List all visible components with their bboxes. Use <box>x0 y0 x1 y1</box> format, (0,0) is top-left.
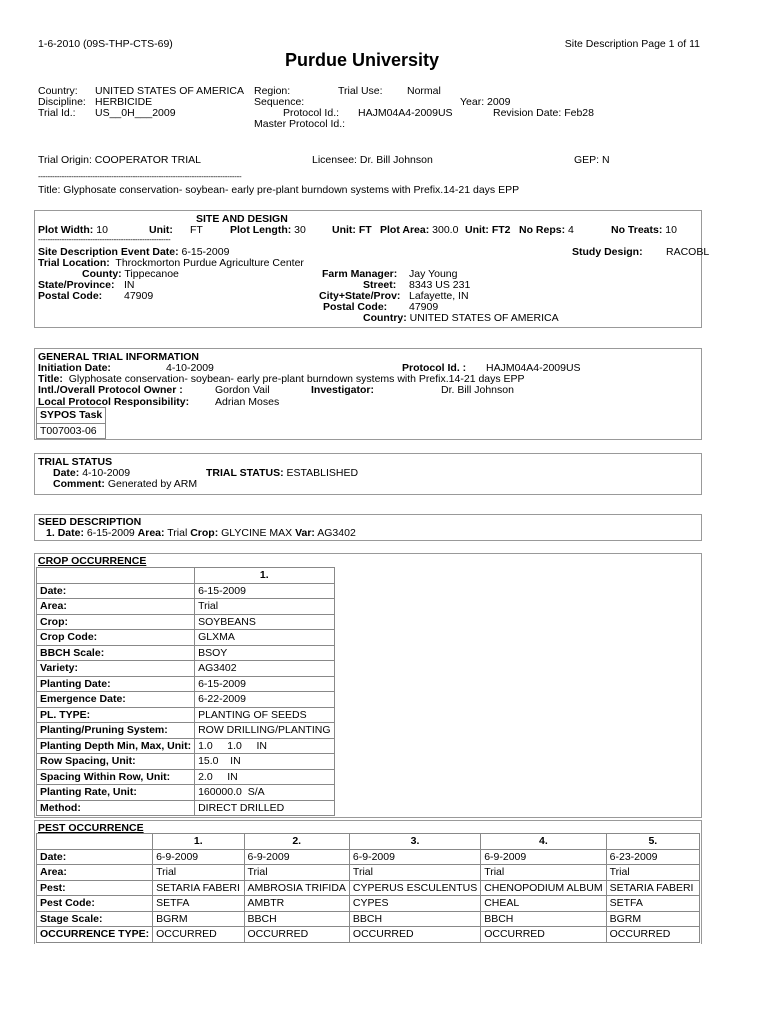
postal2-label: Postal Code: <box>323 301 388 313</box>
trial-status-label: TRIAL STATUS: <box>206 467 284 479</box>
pest-cell: 6-23-2009 <box>606 849 699 865</box>
reps-value: 4 <box>568 224 574 236</box>
pest-col-header: 2. <box>244 834 349 850</box>
crop-row-label: PL. TYPE: <box>37 707 195 723</box>
unit-label: Unit: <box>149 224 173 236</box>
pest-cell: CHENOPODIUM ALBUM <box>481 880 606 896</box>
crop-row-value: SOYBEANS <box>195 614 334 630</box>
pest-cell: OCCURRED <box>153 927 244 943</box>
crop-row-label: Date: <box>37 583 195 599</box>
crop-row-value: GLXMA <box>195 630 334 646</box>
county-label: County: <box>82 268 122 280</box>
pest-row-label: Area: <box>37 865 153 881</box>
crop-col-header: 1. <box>195 568 334 584</box>
crop-row-label: Variety: <box>37 661 195 677</box>
protocol-value: HAJM04A4-2009US <box>358 107 453 119</box>
pest-col-header: 3. <box>349 834 480 850</box>
pest-cell: OCCURRED <box>481 927 606 943</box>
plot-area-value: 300.0 <box>432 224 459 236</box>
crop-row-label: Planting Date: <box>37 676 195 692</box>
sypos-label: SYPOS Task <box>37 408 106 424</box>
sequence-label: Sequence: <box>254 96 305 108</box>
crop-row-label: Crop Code: <box>37 630 195 646</box>
crop-row-label: Method: <box>37 800 195 816</box>
sypos-value: T007003-06 <box>37 423 106 439</box>
treats-label: No Treats: <box>611 224 663 236</box>
table-row <box>37 707 335 723</box>
state-value: IN <box>124 279 135 291</box>
trial-use-value: Normal <box>407 85 441 97</box>
site-design-heading: SITE AND DESIGN <box>196 213 288 225</box>
seed-date-value: 6-15-2009 <box>86 527 135 539</box>
owner-label: Intl./Overall Protocol Owner : <box>38 384 183 396</box>
pest-cell: BBCH <box>349 911 480 927</box>
dash-separator: -------------------------------------------------------------------------------------- <box>38 172 242 181</box>
crop-heading: CROP OCCURRENCE <box>38 555 147 567</box>
trial-status-value: ESTABLISHED <box>286 467 359 479</box>
pest-corner <box>37 834 153 850</box>
crop-corner <box>37 568 195 584</box>
local-responsibility-label: Local Protocol Responsibility: <box>38 396 190 408</box>
crop-row-value: PLANTING OF SEEDS <box>195 707 334 723</box>
city-label: City+State/Prov: <box>319 290 401 302</box>
pest-row-label: Date: <box>37 849 153 865</box>
general-title-value: Glyphosate conservation- soybean- early pre-plant burndown systems with Prefix.14-21 days EPP <box>68 373 525 385</box>
pest-cell: SETFA <box>606 896 699 912</box>
discipline-label: Discipline: <box>38 96 86 108</box>
street-label: Street: <box>363 279 397 291</box>
pest-row-label: Pest Code: <box>37 896 153 912</box>
plot-area-label: Plot Area: <box>380 224 430 236</box>
pest-cell: SETARIA FABERI <box>606 880 699 896</box>
master-protocol-label: Master Protocol Id.: <box>254 118 346 130</box>
city-value: Lafayette, IN <box>409 290 469 302</box>
location-value: Throckmorton Purdue Agriculture Center <box>115 257 304 269</box>
gep: GEP: N <box>574 154 610 166</box>
header-page-info: Site Description Page 1 of 11 <box>564 38 700 50</box>
crop-row-value: BSOY <box>195 645 334 661</box>
pest-cell: Trial <box>349 865 480 881</box>
study-design-label: Study Design: <box>572 246 643 258</box>
seed-area-label: Area: <box>137 527 165 539</box>
pest-cell: SETFA <box>153 896 244 912</box>
initiation-value: 4-10-2009 <box>166 362 214 374</box>
local-responsibility-value: Adrian Moses <box>215 396 280 408</box>
table-row <box>37 630 335 646</box>
pest-cell: Trial <box>153 865 244 881</box>
pest-col-header: 1. <box>153 834 244 850</box>
licensee: Licensee: Dr. Bill Johnson <box>312 154 433 166</box>
county-value: Tippecanoe <box>124 268 179 280</box>
comment-value: Generated by ARM <box>107 478 198 490</box>
table-row <box>37 614 335 630</box>
pest-cell: OCCURRED <box>244 927 349 943</box>
pest-cell: 6-9-2009 <box>153 849 244 865</box>
pest-cell: Trial <box>606 865 699 881</box>
state-label: State/Province: <box>38 279 115 291</box>
table-row <box>37 692 335 708</box>
general-heading: GENERAL TRIAL INFORMATION <box>38 351 199 363</box>
general-title-label: Title: <box>38 373 63 385</box>
pest-cell: BGRM <box>606 911 699 927</box>
crop-row-value: 15.0 IN <box>195 754 334 770</box>
trial-id-value: US__0H___2009 <box>95 107 176 119</box>
trial-id-label: Trial Id.: <box>38 107 76 119</box>
postal2-value: 47909 <box>409 301 439 313</box>
pest-cell: 6-9-2009 <box>481 849 606 865</box>
pest-cell: AMBROSIA TRIFIDA <box>244 880 349 896</box>
pest-cell: SETARIA FABERI <box>153 880 244 896</box>
header-date-code: 1-6-2010 (09S-THP-CTS-69) <box>38 38 173 50</box>
short-dash: -------------------------------------------------------- <box>38 235 171 244</box>
crop-row-value: DIRECT DRILLED <box>195 800 334 816</box>
crop-row-value: ROW DRILLING/PLANTING <box>195 723 334 739</box>
crop-row-label: Planting/Pruning System: <box>37 723 195 739</box>
unit3: Unit: FT2 <box>465 224 511 236</box>
pest-cell: Trial <box>244 865 349 881</box>
trial-origin: Trial Origin: COOPERATOR TRIAL <box>38 154 201 166</box>
general-protocol-value: HAJM04A4-2009US <box>486 362 581 374</box>
plot-length-label: Plot Length: <box>230 224 292 236</box>
site-country-label: Country: <box>363 312 407 324</box>
table-row <box>37 880 700 896</box>
crop-row-value: AG3402 <box>195 661 334 677</box>
treats-value: 10 <box>665 224 677 236</box>
pest-row-label: Stage Scale: <box>37 911 153 927</box>
discipline-value: HERBICIDE <box>95 96 153 108</box>
crop-row-label: Emergence Date: <box>37 692 195 708</box>
table-row <box>37 723 335 739</box>
pest-col-header: 5. <box>606 834 699 850</box>
crop-row-label: Area: <box>37 599 195 615</box>
crop-row-value: 6-22-2009 <box>195 692 334 708</box>
status-date-value: 4-10-2009 <box>82 467 131 479</box>
investigator-label: Investigator: <box>311 384 375 396</box>
seed-heading: SEED DESCRIPTION <box>38 516 142 528</box>
crop-row-value: 160000.0 S/A <box>195 785 334 801</box>
comment-label: Comment: <box>53 478 105 490</box>
pest-col-header: 4. <box>481 834 606 850</box>
owner-value: Gordon Vail <box>215 384 270 396</box>
pest-cell: 6-9-2009 <box>349 849 480 865</box>
plot-width-label: Plot Width: <box>38 224 94 236</box>
investigator-value: Dr. Bill Johnson <box>441 384 514 396</box>
seed-area-value: Trial <box>167 527 188 539</box>
pest-cell: OCCURRED <box>606 927 699 943</box>
pest-row-label: Pest: <box>37 880 153 896</box>
table-row <box>37 599 335 615</box>
sypos-table <box>36 407 106 439</box>
region-label: Region: <box>254 85 291 97</box>
pest-table <box>36 833 700 943</box>
table-row <box>37 645 335 661</box>
seed-date-label: Date: <box>57 527 84 539</box>
crop-row-label: Planting Rate, Unit: <box>37 785 195 801</box>
general-protocol-label: Protocol Id. : <box>402 362 467 374</box>
table-row <box>37 911 700 927</box>
pest-cell: OCCURRED <box>349 927 480 943</box>
pest-cell: CHEAL <box>481 896 606 912</box>
country-label: Country: <box>38 85 78 97</box>
pest-cell: BBCH <box>481 911 606 927</box>
unit2: Unit: FT <box>332 224 372 236</box>
pest-cell: BGRM <box>153 911 244 927</box>
location-label: Trial Location: <box>38 257 110 269</box>
plot-width-value: 10 <box>96 224 108 236</box>
initiation-label: Initiation Date: <box>38 362 111 374</box>
crop-row-value: 6-15-2009 <box>195 676 334 692</box>
plot-length-value: 30 <box>294 224 306 236</box>
table-row <box>37 800 335 816</box>
farm-manager-value: Jay Young <box>409 268 458 280</box>
site-country-value: UNITED STATES OF AMERICA <box>409 312 559 324</box>
title-line: Title: Glyphosate conservation- soybean- early pre-plant burndown systems with Prefix.14-21 days EPP <box>38 184 520 196</box>
table-row <box>37 785 335 801</box>
table-row <box>37 583 335 599</box>
event-date-value: 6-15-2009 <box>181 246 230 258</box>
table-row <box>37 754 335 770</box>
crop-table <box>36 567 335 816</box>
table-row <box>37 769 335 785</box>
pest-cell: 6-9-2009 <box>244 849 349 865</box>
table-row <box>37 661 335 677</box>
study-design-value: RACOBL <box>666 246 710 258</box>
crop-row-value: Trial <box>195 599 334 615</box>
table-row <box>37 927 700 943</box>
farm-manager-label: Farm Manager: <box>322 268 398 280</box>
crop-row-value: 6-15-2009 <box>195 583 334 599</box>
reps-label: No Reps: <box>519 224 566 236</box>
seed-crop-value: GLYCINE MAX <box>221 527 293 539</box>
seed-var-value: AG3402 <box>317 527 356 539</box>
pest-cell: CYPES <box>349 896 480 912</box>
trial-use-label: Trial Use: <box>338 85 383 97</box>
pest-cell: Trial <box>481 865 606 881</box>
country-value: UNITED STATES OF AMERICA <box>95 85 244 97</box>
seed-var-label: Var: <box>295 527 315 539</box>
crop-row-label: Spacing Within Row, Unit: <box>37 769 195 785</box>
crop-row-label: Row Spacing, Unit: <box>37 754 195 770</box>
crop-row-label: Crop: <box>37 614 195 630</box>
crop-row-label: Planting Depth Min, Max, Unit: <box>37 738 195 754</box>
table-row <box>37 896 700 912</box>
street-value: 8343 US 231 <box>409 279 471 291</box>
status-date-label: Date: <box>53 467 80 479</box>
seed-crop-label: Crop: <box>190 527 219 539</box>
pest-row-label: OCCURRENCE TYPE: <box>37 927 153 943</box>
pest-cell: BBCH <box>244 911 349 927</box>
postal-value: 47909 <box>124 290 154 302</box>
pest-cell: CYPERUS ESCULENTUS <box>349 880 480 896</box>
table-row <box>37 738 335 754</box>
pest-heading: PEST OCCURRENCE <box>38 822 144 834</box>
status-heading: TRIAL STATUS <box>38 456 113 468</box>
pest-cell: AMBTR <box>244 896 349 912</box>
table-row <box>37 865 700 881</box>
page-title: Purdue University <box>285 50 440 70</box>
year-value: Year: 2009 <box>460 96 511 108</box>
crop-row-value: 2.0 IN <box>195 769 334 785</box>
seed-num: 1. <box>46 527 55 539</box>
crop-row-value: 1.0 1.0 IN <box>195 738 334 754</box>
table-row <box>37 676 335 692</box>
revision-date: Revision Date: Feb28 <box>493 107 594 119</box>
table-row <box>37 849 700 865</box>
unit-value: FT <box>190 224 203 236</box>
protocol-label: Protocol Id.: <box>283 107 340 119</box>
postal-label: Postal Code: <box>38 290 103 302</box>
event-date-label: Site Description Event Date: <box>38 246 179 258</box>
crop-row-label: BBCH Scale: <box>37 645 195 661</box>
